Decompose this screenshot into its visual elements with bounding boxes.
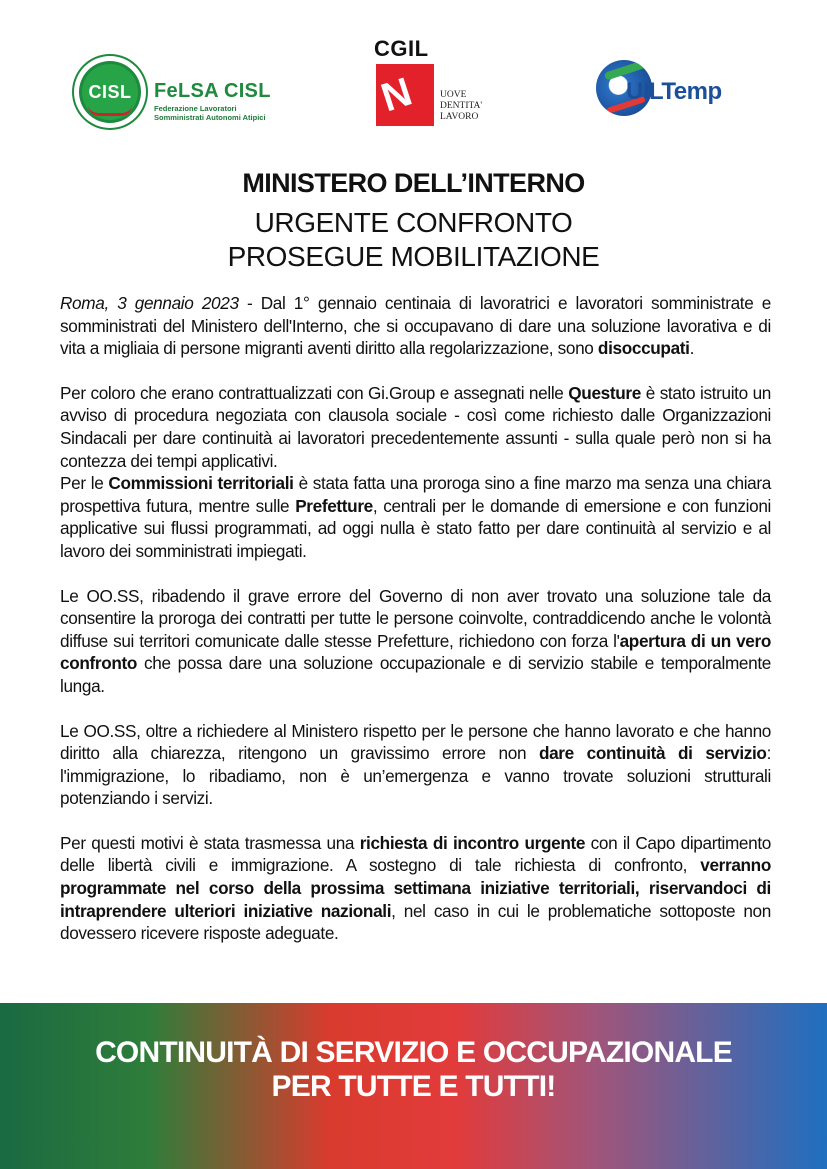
page-title: MINISTERO DELL’INTERNO	[242, 168, 585, 198]
paragraph-4-a: Le OO.SS, ribadendo il grave errore del Governo di non aver trovato una soluzione tale da consentire la proroga dei contratti per tutte le persone coinvolte, contraddicendo anche le volontà diffuse sui territori comunicate dalle stesse Prefetture, richiedono con forza l'	[60, 585, 771, 651]
cgil-nidil-logo	[372, 36, 502, 128]
paragraph-6-e: , nel caso in cui le problematiche sottoposte non dovessero ricevere risposte adeguate.	[60, 900, 771, 944]
paragraph-3-c: è stata fatta una proroga sino a fine marzo ma senza una chiara prospettiva futura, mentre sulle	[60, 473, 771, 516]
paragraph-6-bold-1: richiesta di incontro urgente	[359, 832, 586, 853]
paragraph-5	[60, 720, 771, 810]
page-subtitle-line-2: PROSEGUE MOBILITAZIONE	[227, 241, 600, 272]
paragraph-4-c: che possa dare una soluzione occupazionale e di servizio stabile e temporalmente lunga.	[60, 653, 771, 696]
nidil-tagline	[440, 90, 482, 123]
felsa-cisl-logo	[74, 54, 274, 134]
page-subtitle	[0, 206, 827, 274]
felsa-cisl-title: FeLSA CISL	[154, 80, 271, 102]
uiltemp-title: UILTemp	[626, 78, 722, 105]
paragraph-3-bold-2: Prefetture	[295, 495, 373, 516]
paragraph-6-a: Per questi motivi è stata trasmessa una	[60, 832, 360, 853]
nidil-tag-1: UOVE	[440, 90, 467, 100]
paragraph-1-end: .	[689, 338, 695, 359]
cgil-title: CGIL	[374, 36, 429, 61]
paragraph-4-bold: apertura di un vero confronto	[60, 630, 772, 674]
cisl-red-arc	[88, 105, 132, 116]
footer-slogan-line-1: CONTINUITÀ DI SERVIZIO E OCCUPAZIONALE	[95, 1036, 732, 1069]
paragraph-2-bold: Questure	[568, 382, 641, 403]
nidil-tag-3: LAVORO	[440, 112, 479, 122]
footer-slogan-line-2: PER TUTTE E TUTTI!	[271, 1070, 556, 1103]
uiltemp-logo	[596, 56, 746, 126]
paragraph-1-bold: disoccupati	[597, 338, 690, 359]
felsa-cisl-subtitle	[154, 104, 294, 122]
cisl-badge	[74, 56, 146, 128]
paragraph-5-a: Le OO.SS, oltre a richiedere al Ministero rispetto per le persone che hanno lavorato e che hanno diritto alla chiarezza, ritengono un gravissimo errore non	[60, 720, 771, 764]
paragraph-6-bold-2: verranno programmate nel corso della prossima settimana iniziative territoriali, riservandoci di intraprendere ulteriori iniziative nazionali	[60, 855, 771, 921]
cgil-n-mark: N	[376, 69, 418, 121]
paragraph-5-c: : l'immigrazione, lo ribadiamo, non è un’emergenza e vanno trovate soluzioni strutturali potenziando i servizi.	[60, 743, 772, 809]
paragraph-5-bold: dare continuità di servizio	[538, 743, 767, 764]
paragraph-3	[60, 472, 771, 562]
cgil-red-square	[376, 64, 434, 126]
paragraph-1	[60, 292, 771, 360]
paragraph-1-text: - Dal 1° gennaio centinaia di lavoratrici e lavoratori somministrate e somministrati del Ministero dell'Interno, che si occupavano di dare una soluzione lavorativa e di vita a migliaia di persone migranti aventi diritto alla regolarizzazione, sono	[60, 293, 771, 359]
paragraph-2-c: è stato istruito un avviso di procedura negoziata con clausola sociale - così come richiesto dalle Organizzazioni Sindacali per dare continuità ai lavoratori precedentemente assunti - sulla quale però non si ha contezza dei tempi applicativi.	[60, 382, 771, 471]
paragraph-6	[60, 832, 771, 945]
paragraph-3-e: , centrali per le domande di emersione e con funzioni applicative sui flussi programmati, ad oggi nulla è stato fatto per dare continuità al servizio e al lavoro dei somministrati impiegati.	[60, 495, 771, 561]
felsa-cisl-subtitle-1: Federazione Lavoratori	[154, 104, 237, 113]
press-release-body	[60, 292, 771, 967]
paragraph-3-bold-1: Commissioni territoriali	[108, 473, 294, 494]
paragraph-6-c: con il Capo dipartimento delle libertà civili e immigrazione. A sostegno di tale richiesta di confronto,	[60, 832, 771, 876]
dateline: Roma, 3 gennaio 2023	[60, 293, 239, 313]
paragraph-2	[60, 382, 771, 472]
felsa-cisl-subtitle-2: Somministrati Autonomi Atipici	[154, 113, 266, 122]
paragraph-2-a: Per coloro che erano contrattualizzati con Gi.Group e assegnati nelle	[60, 382, 569, 403]
page-subtitle-line-1: URGENTE CONFRONTO	[254, 207, 573, 238]
nidil-tag-2: DENTITA'	[440, 101, 483, 111]
cisl-badge-label: CISL	[82, 64, 138, 120]
paragraph-3-a: Per le	[60, 473, 109, 494]
paragraph-4	[60, 585, 771, 698]
